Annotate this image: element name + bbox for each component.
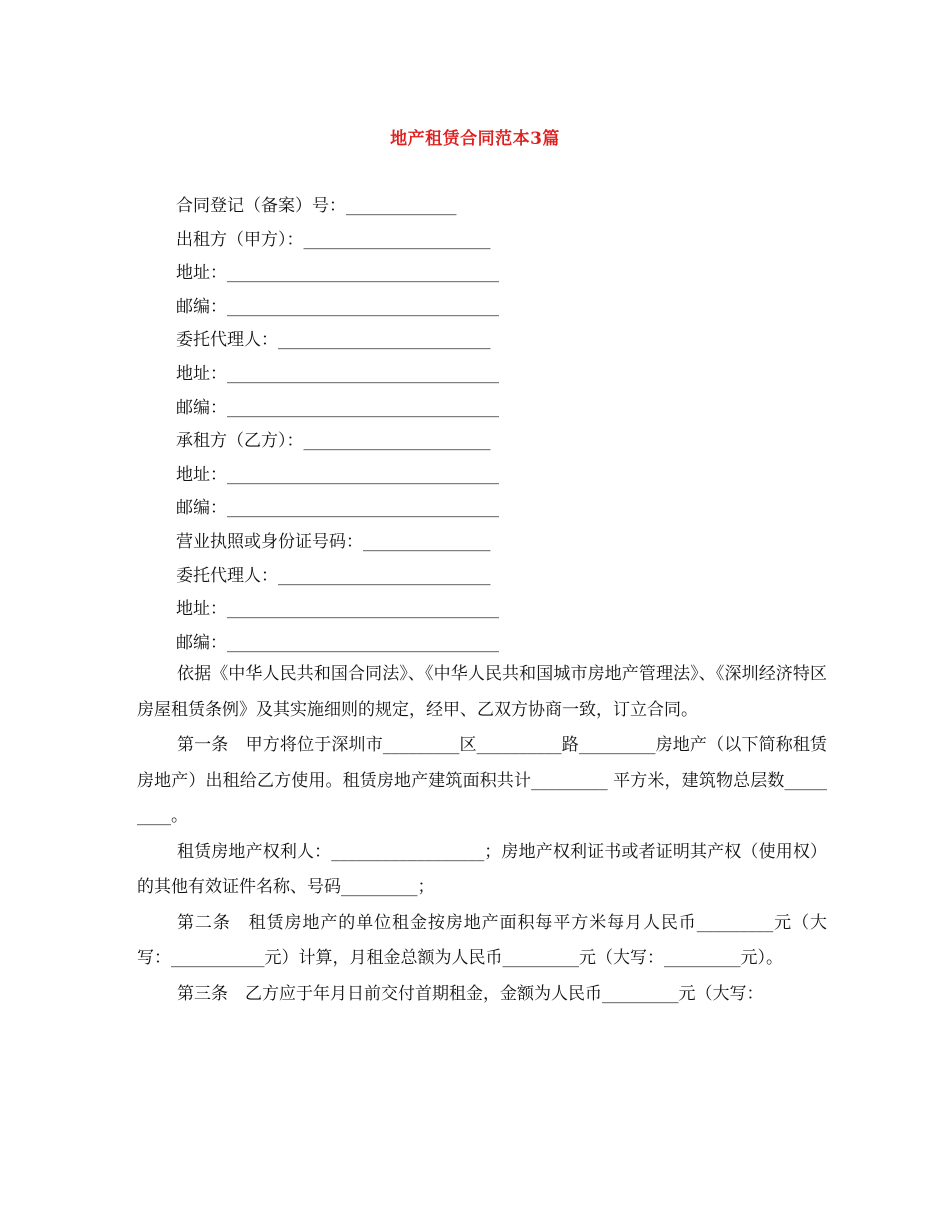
article-two-paragraph: 第二条 租赁房地产的单位租金按房地产面积每平方米每月人民币_________元（大写：___________元）计算，月租金总额为人民币_________元（大写：_________元）。 [137,912,827,968]
lessee-agent-postcode-field: 邮编：________________________________ [176,632,499,653]
lessor-address-field: 地址：________________________________ [176,263,499,284]
article-one-paragraph: 第一条 甲方将位于深圳市_________区__________路_________房地产（以下简称租赁房地产）出租给乙方使用。租赁房地产建筑面积共计_________ 平方米，建筑物总层数_________。 [137,735,827,826]
property-owner-paragraph: 租赁房地产权利人：__________________；房地产权利证书或者证明其产权（使用权）的其他有效证件名称、号码_________； [137,841,827,897]
article-three-paragraph: 第三条 乙方应于年月日前交付首期租金，金额为人民币_________元（大写： [177,983,764,1004]
lessee-field: 承租方（乙方）：______________________ [176,431,491,452]
lessee-postcode-field: 邮编：________________________________ [176,498,499,519]
license-or-id-field: 营业执照或身份证号码：_______________ [176,531,491,552]
lessor-agent-address-field: 地址：________________________________ [176,363,499,384]
lessor-agent-field: 委托代理人：_________________________ [176,330,491,351]
lessor-field: 出租方（甲方）：______________________ [176,229,491,250]
lessee-agent-field: 委托代理人：_________________________ [176,565,491,586]
lessor-postcode-field: 邮编：________________________________ [176,296,499,317]
legal-basis-paragraph: 依据《中华人民共和国合同法》、《中华人民共和国城市房地产管理法》、《深圳经济特区房屋租赁条例》及其实施细则的规定，经甲、乙双方协商一致，订立合同。 [137,664,827,720]
contract-party-fields [176,190,776,660]
lessee-agent-address-field: 地址：________________________________ [176,599,499,620]
contract-body [137,657,827,1012]
registration-number-field: 合同登记（备案）号：_____________ [176,196,457,216]
lessee-address-field: 地址：________________________________ [176,464,499,485]
document-title: 地产租赁合同范本3篇 [390,129,560,149]
lessor-agent-postcode-field: 邮编：________________________________ [176,397,499,418]
